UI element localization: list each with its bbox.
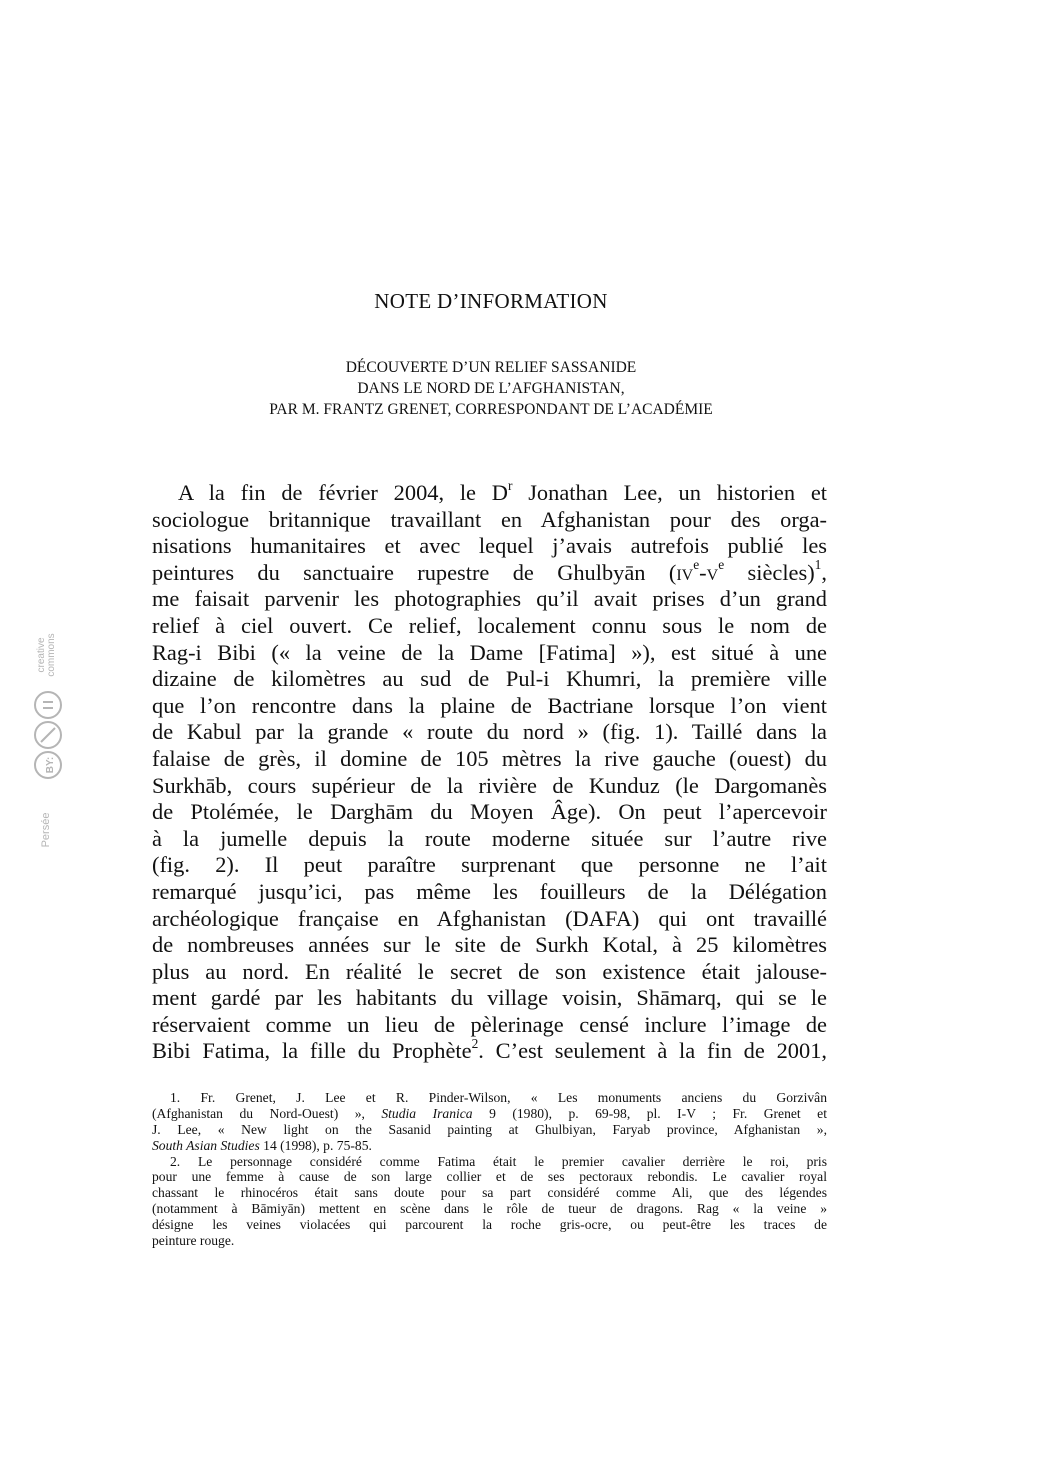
text-line: sociologue britannique travaillant en Afghanistan pour des orga- [152, 506, 827, 532]
text-line: de Kabul par la grande « route du nord » (fig. 1). Taillé dans la [152, 719, 827, 745]
cc-bottom-label: commons [46, 633, 57, 677]
subtitle-line: DÉCOUVERTE D’UN RELIEF SASSANIDE [345, 359, 637, 376]
text-line: peintures du sanctuaire rupestre de Ghulbyān ($iv^e-v^e$ siècles)$^1$, [152, 557, 827, 585]
creative-commons-badge[interactable] [22, 615, 62, 865]
footnote-line: South Asian Studies 14 (1998), p. 75-85. [152, 1137, 372, 1153]
text-line: dizaine de kilomètres au sud de Pul-i Khumri, la première ville [152, 666, 827, 692]
footnote-ref: 1 [814, 557, 822, 573]
body-paragraph [152, 477, 827, 1065]
footnote-line: (notamment à Bāmiyān) mettent en scène dans le rôle de tueur de dragons. Rag « la veine » [152, 1201, 827, 1217]
cc-top-label: creative [36, 637, 47, 673]
text-line: de Ptolémée, le Darghām du Moyen Âge). On peut l’apercevoir [152, 799, 827, 825]
page-title: NOTE D’INFORMATION [374, 289, 608, 313]
cc-nd-icon [35, 692, 61, 718]
text-line: Bibi Fatima, la fille du Prophète$^2$. C’est seulement à la fin de 2001, [152, 1035, 827, 1064]
footnote-line: 2. Le personnage considéré comme Fatima était le premier cavalier derrière le roi, pris [170, 1153, 827, 1169]
text-line: nisations humanitaires et avec lequel j’avais autrefois publié les [152, 533, 827, 559]
cc-by-label: BY: [45, 756, 56, 774]
text-line: archéologique française en Afghanistan (DAFA) qui ont travaillé [152, 905, 827, 931]
footnote-line: peinture rouge. [152, 1233, 235, 1249]
text-line: Surkhāb, cours supérieur de la rivière de Kunduz (le Dargomanès [152, 772, 827, 798]
text-line: que l’on rencontre dans la plaine de Bactriane lorsque l’on vient [152, 692, 827, 718]
footnote-line: J. Lee, « New light on the Sasanid painting at Ghulbiyan, Faryab province, Afghanistan », [152, 1121, 827, 1137]
subtitle-line: PAR M. FRANTZ GRENET, CORRESPONDANT DE L’ACADÉMIE [269, 401, 713, 418]
footnote-ref: 2 [471, 1035, 479, 1051]
text-line: Rag-i Bibi (« la veine de la Dame [Fatima] »), est situé à une [152, 639, 827, 665]
text-line: A la fin de février 2004, le $D^r$ Jonathan Lee, un historien et [178, 477, 827, 505]
text-line: réservaient comme un lieu de pèlerinage censé inclure l’image de [152, 1011, 827, 1037]
persee-logo: Persée [40, 812, 52, 848]
subtitle-line: DANS LE NORD DE L’AFGHANISTAN, [357, 380, 625, 397]
text-line: (fig. 2). Il peut paraître surprenant que personne ne l’ait [152, 852, 827, 878]
footnote-line: 1. Fr. Grenet, J. Lee et R. Pinder-Wilson, « Les monuments anciens du Gorzivân [170, 1090, 827, 1105]
text-line: relief à ciel ouvert. Ce relief, localement connu sous le nom de [152, 612, 827, 638]
article-subtitle [0, 357, 982, 420]
text-line: de nombreuses années sur le site de Surkh Kotal, à 25 kilomètres [152, 932, 827, 958]
text-line: ment gardé par les habitants du village voisin, Shāmarq, qui se le [152, 985, 827, 1011]
text-line: me faisait parvenir les photographies qu’il avait prises d’un grand [152, 586, 827, 612]
footnote-line: chassant le rhinocéros était sans doute pour sa part considéré comme Ali, que des légendes [152, 1185, 827, 1201]
text-line: remarqué jusqu’ici, pas même les fouilleurs de la Délégation [152, 878, 827, 904]
text-line: falaise de grès, il domine de 105 mètres la rive gauche (ouest) du [152, 745, 827, 771]
footnote-line: désigne les veines violacées qui parcourent la roche gris-ocre, ou peut-être les traces de [152, 1217, 827, 1233]
text-line: à la jumelle depuis la route moderne située sur l’autre rive [152, 825, 827, 851]
footnote-line: pour une femme à cause de son large collier et de ses pectoraux rebondis. Le cavalier royal [152, 1169, 827, 1185]
footnotes [152, 1090, 827, 1249]
text-line: plus au nord. En réalité le secret de son existence était jalouse- [152, 958, 827, 984]
footnote-line: (Afghanistan du Nord-Ouest) », Studia Iranica 9 (1980), p. 69-98, pl. I-V ; Fr. Grenet et [152, 1105, 827, 1121]
